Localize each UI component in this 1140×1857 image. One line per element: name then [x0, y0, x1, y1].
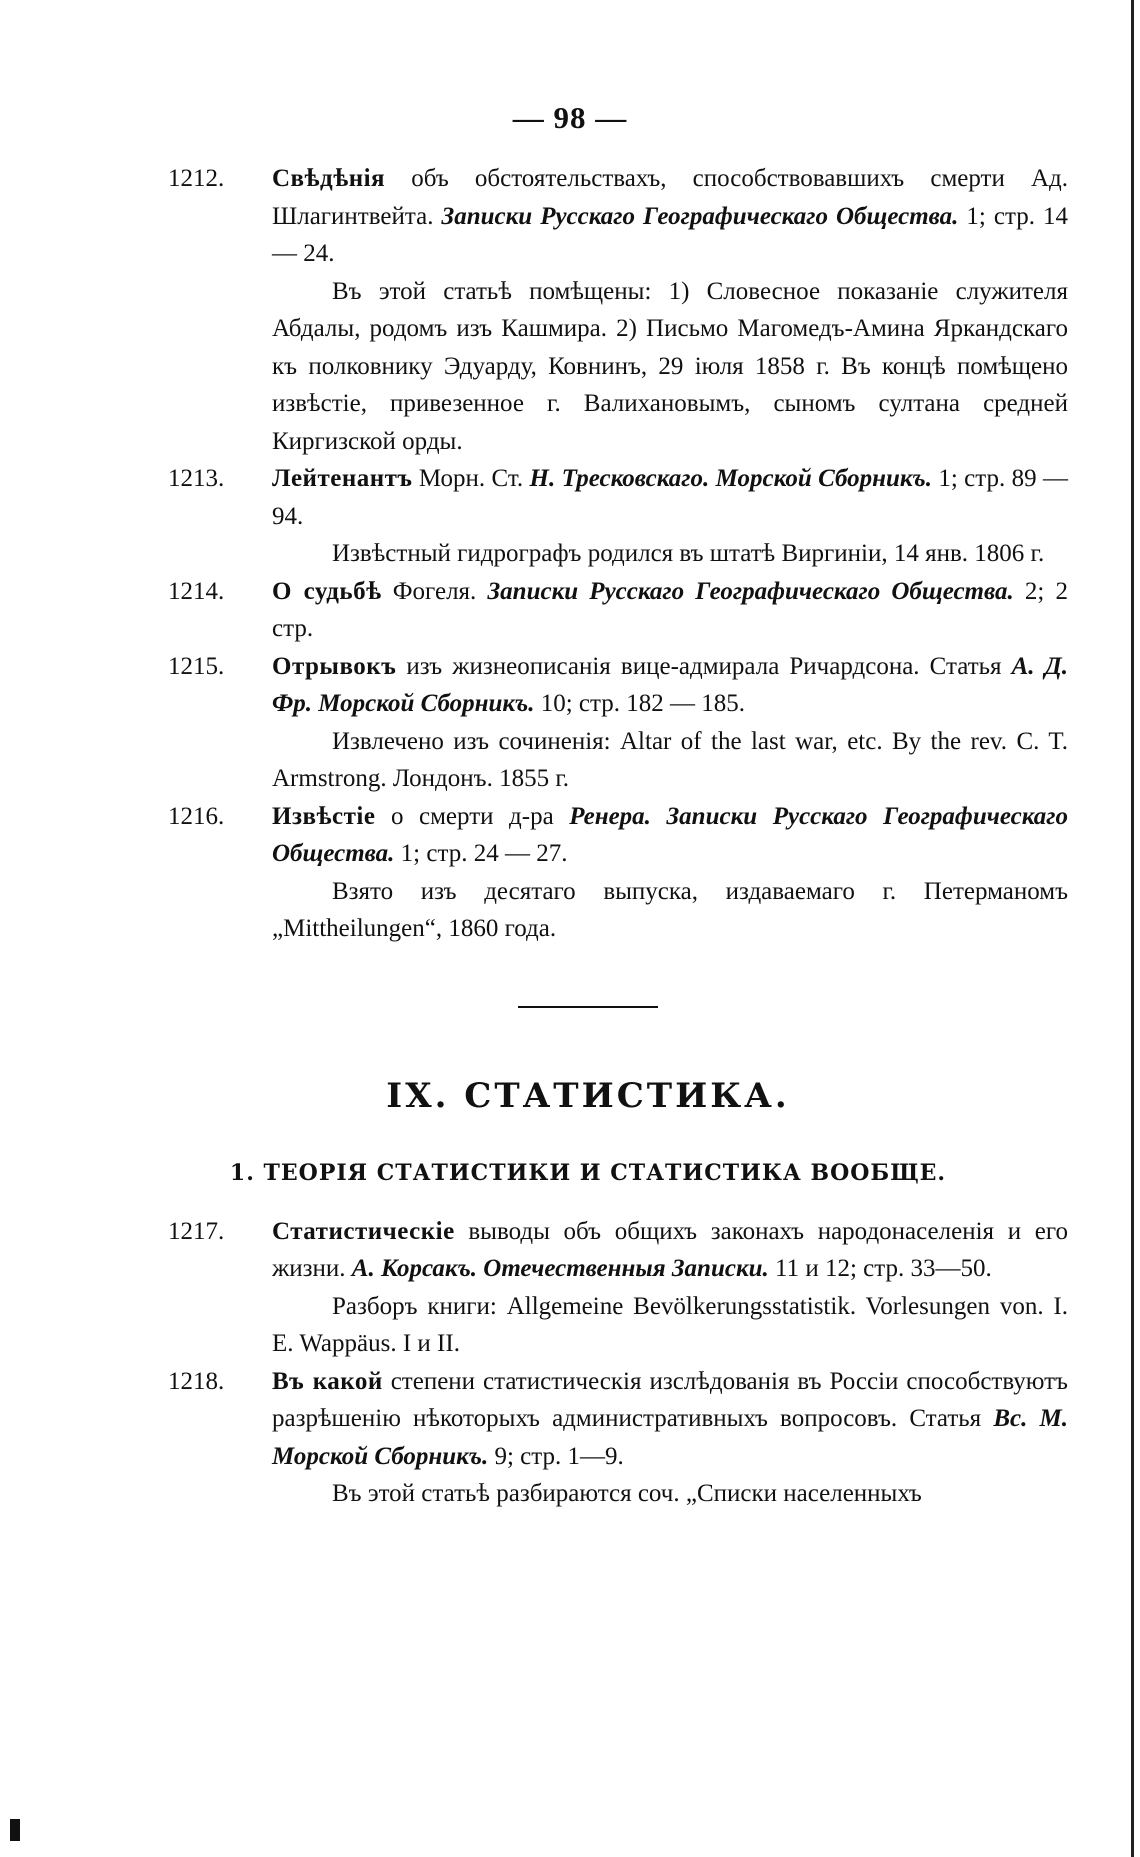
entry-source: А. Д. Фр. Морской Сборникъ. — [272, 652, 1068, 717]
entry-source: Записки Русскаго Географическаго Общества. — [441, 202, 959, 230]
entry-note: Въ этой статьѣ разбираются соч. „Списки населенныхъ — [332, 1480, 922, 1507]
entry-text: Морн. Ст. — [412, 465, 530, 492]
page-edge-rule — [1131, 0, 1134, 1857]
entry-number: 1217. — [168, 1217, 225, 1245]
entry-note: Извлечено изъ сочиненія: Altar of the last war, etc. By the rev. C. T. Armstrong. Лондонъ. 1855 г. — [272, 727, 1068, 792]
page-number: — 98 — — [512, 100, 628, 135]
entry-source: Вс. М. Морской Сборникъ. — [272, 1405, 1069, 1470]
entry-pages: 2; 2 стр. — [272, 577, 1069, 642]
entry-pages: 1; стр. 14 — 24. — [272, 202, 1068, 267]
section-title: IX. СТАТИСТИКА. — [386, 1075, 790, 1116]
entry-heading: Въ какой — [272, 1367, 383, 1395]
entry-1212 — [168, 160, 1068, 460]
entry-text: степени статистическія изслѣдованія въ Россіи способствуютъ разрѣшенію нѣкоторыхъ административныхъ вопросовъ. Статья — [272, 1367, 1068, 1432]
entry-text: изъ жизнеописанія вице-адмирала Ричардсона. Статья — [396, 652, 1012, 680]
entry-1217 — [168, 1213, 1068, 1363]
entry-1215 — [168, 648, 1068, 798]
subsection-title: 1. ТЕОРІЯ СТАТИСТИКИ И СТАТИСТИКА ВООБЩЕ. — [229, 1160, 947, 1186]
entry-note: Разборъ книги: Allgemeine Bevölkerungsstatistik. Vorlesungen von. I. E. Wappäus. I и II. — [272, 1292, 1068, 1357]
entry-number: 1218. — [168, 1367, 225, 1395]
entry-number: 1215. — [168, 652, 225, 680]
entry-pages: 1; стр. 24 — 27. — [394, 840, 568, 867]
entry-heading: О судьбѣ — [272, 577, 382, 605]
entry-pages: 10; стр. 182 — 185. — [534, 690, 745, 717]
entry-heading: Отрывокъ — [272, 652, 397, 680]
entry-heading: Лейтенантъ — [272, 465, 413, 492]
entry-text: Фогеля. — [381, 577, 488, 605]
entry-text: о смерти д-ра — [375, 802, 570, 830]
entry-source: Н. Тресковскаго. Морской Сборникъ. — [529, 465, 932, 492]
entry-heading: Свѣдѣнія — [272, 165, 386, 192]
section-divider — [518, 1006, 658, 1008]
entry-pages: 11 и 12; стр. 33—50. — [768, 1255, 992, 1282]
entry-note: Извѣстный гидрографъ родился въ штатѣ Виргиніи, 14 янв. 1806 г. — [332, 540, 1045, 567]
entry-1214 — [168, 573, 1068, 648]
entry-pages: 1; стр. 89 — 94. — [272, 465, 1068, 530]
entry-source: А. Корсакъ. Отечественныя Записки. — [351, 1255, 769, 1282]
entry-1216 — [168, 798, 1068, 948]
entry-pages: 9; стр. 1—9. — [488, 1442, 624, 1470]
entry-number: 1212. — [168, 165, 225, 192]
entry-number: 1216. — [168, 802, 225, 830]
entry-1218 — [168, 1363, 1068, 1513]
entry-heading: Статистическіе — [272, 1217, 455, 1245]
entry-text: объ обстоятельствахъ, способствовавшихъ смерти Ад. Шлагинтвейта. — [272, 165, 1068, 230]
entry-note: Въ этой статьѣ помѣщены: 1) Словесное показаніе служителя Абдалы, родомъ изъ Кашмира. 2) Письмо Магомедъ-Амина Яркандскаго къ полковнику Эдуарду, Ковнинъ, 29 іюля 1858 г. Въ концѣ помѣщено извѣстіе, привезенное г. Валихановымъ, сыномъ султана средней Киргизской орды. — [272, 277, 1068, 455]
scan-corner-mark — [10, 1819, 20, 1841]
entry-number: 1214. — [168, 577, 225, 605]
entry-heading: Извѣстіе — [272, 802, 376, 830]
page-content — [168, 160, 1068, 1513]
entry-note: Взято изъ десятаго выпуска, издаваемаго г. Петерманомъ „Mittheilungen“, 1860 года. — [272, 877, 1068, 942]
entry-source: Записки Русскаго Географическаго Общества. — [487, 577, 1014, 605]
entry-number: 1213. — [168, 465, 225, 492]
entry-source: Ренера. Записки Русскаго Географическаго Общества. — [272, 802, 1068, 867]
entry-text: выводы объ общихъ законахъ народонаселенія и его жизни. — [272, 1217, 1068, 1282]
entry-1213 — [168, 460, 1068, 573]
